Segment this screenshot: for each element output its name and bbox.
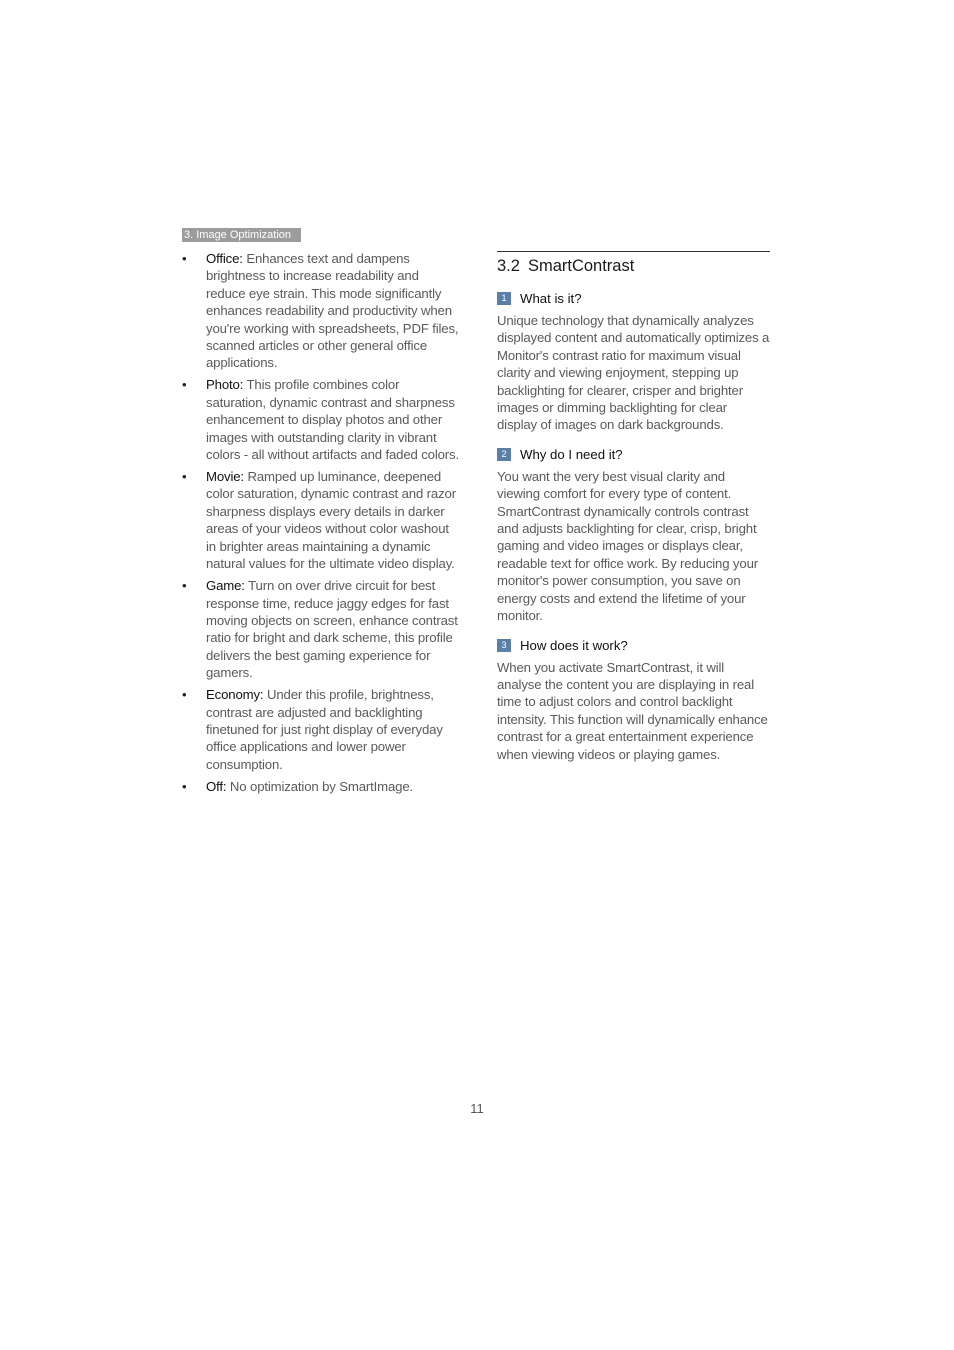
list-item-off [182, 778, 460, 795]
list-item-text: Turn on over drive circuit for best response time, reduce jaggy edges for fast moving objects on screen, enhance contrast ratio for bright and dark scheme, this profile delivers the best gaming experience for gamers. [206, 578, 458, 681]
section-title: SmartContrast [527, 257, 635, 275]
section-heading [497, 255, 770, 277]
list-item-text: Under this profile, brightness, contrast are adjusted and backlighting finetuned for just right display of everyday office applications and lower power consumption. [206, 687, 443, 772]
list-item-text: Enhances text and dampens brightness to increase readability and reduce eye strain. This mode significantly enhances readability and productivity when you're working with spreadsheets, PDF files, scanned articles or other general office applications. [206, 251, 459, 371]
subheading-label: What is it? [520, 291, 582, 306]
list-item-term: Game: [206, 578, 245, 594]
bullet-icon: • [182, 687, 187, 703]
paragraph: Unique technology that dynamically analyzes displayed content and automatically optimizes a Monitor's contrast ratio for maximum visual clarity and viewing enjoyment, stepping up backlighting for clearer, crisper and brighter images or dimming backlighting for clear display of images on dark backgrounds. [497, 313, 770, 433]
list-item-office [182, 250, 460, 372]
right-column [497, 251, 770, 763]
info-block-why [497, 446, 770, 625]
list-item-economy [182, 686, 460, 773]
section-tag: 3. Image Optimization [182, 228, 301, 242]
number-badge: 2 [497, 448, 511, 461]
list-item-text: This profile combines color saturation, dynamic contrast and sharpness enhancement to display photos and other images with outstanding clarity in vibrant colors - all without artifacts and faded colors. [206, 377, 460, 463]
list-item-term: Off: [206, 778, 227, 794]
list-item-movie [182, 468, 460, 572]
section-number: 3.2 [497, 257, 520, 275]
bullet-icon: • [182, 251, 187, 266]
bullet-icon: • [182, 578, 187, 594]
profile-list [182, 250, 460, 795]
list-item-game [182, 577, 460, 681]
number-badge: 1 [497, 292, 511, 305]
left-column [182, 250, 460, 800]
list-item-text: Ramped up luminance, deepened color saturation, dynamic contrast and razor sharpness displays every details in darker areas of your videos without color washout in brighter areas maintaining a dynamic natural values for the ultimate video display. [206, 469, 456, 572]
list-item-term: Photo: [206, 377, 244, 393]
number-badge: 3 [497, 639, 511, 652]
subheading [497, 290, 770, 307]
list-item-term: Economy: [206, 687, 264, 703]
info-block-what [497, 290, 770, 434]
subheading-label: How does it work? [520, 637, 628, 653]
page-number: 11 [470, 1101, 484, 1116]
paragraph: When you activate SmartContrast, it will analyse the content you are displaying in real time to adjust colors and control backlight intensity. This function will dynamically enhance contrast for a great entertainment experience when viewing videos or playing games. [497, 659, 768, 762]
list-item-term: Office: [206, 251, 243, 266]
section-divider [497, 251, 770, 252]
list-item-term: Movie: [206, 469, 244, 485]
list-item-text: No optimization by SmartImage. [226, 778, 414, 794]
subheading [497, 446, 770, 463]
list-item-photo [182, 376, 460, 463]
subheading [497, 637, 770, 654]
paragraph: You want the very best visual clarity and viewing comfort for every type of content. SmartContrast dynamically controls contrast and adjusts backlighting for clear, crisp, bright gaming and video images or displays clear, readable text for office work. By reducing your monitor's power consumption, you save on energy costs and extend the lifetime of your monitor. [497, 468, 758, 624]
bullet-icon: • [182, 469, 187, 485]
bullet-icon: • [182, 778, 187, 794]
bullet-icon: • [182, 377, 187, 393]
info-block-how [497, 637, 770, 763]
subheading-label: Why do I need it? [520, 446, 623, 462]
